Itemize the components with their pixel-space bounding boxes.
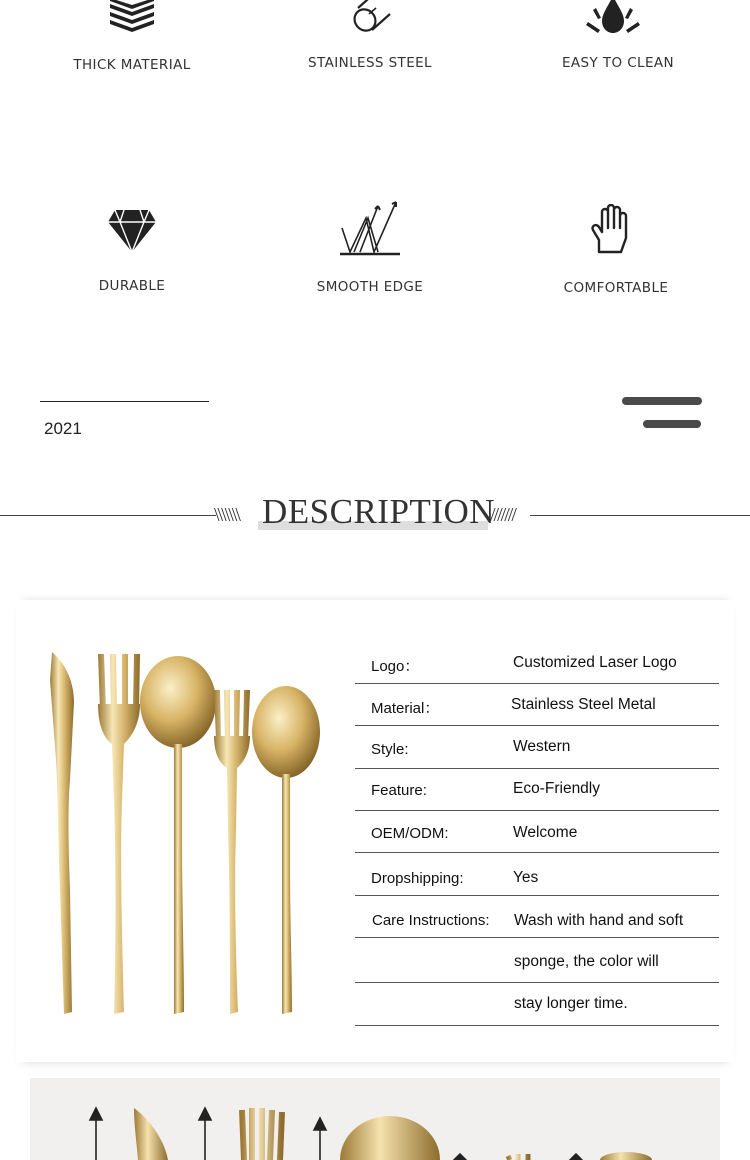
spec-row-oem <box>355 811 719 853</box>
spec-row-care <box>355 896 719 938</box>
spec-value: sponge, the color will <box>514 953 659 970</box>
large-spoon-shape <box>140 656 216 1014</box>
water-drop-icon <box>518 0 718 36</box>
hand-icon <box>516 204 716 254</box>
spec-key: Logo： <box>371 658 420 675</box>
feature-easy-to-clean <box>518 0 718 71</box>
cutlery-set-image <box>40 640 330 1025</box>
description-left-slashes: \\\\\\\ <box>214 504 239 526</box>
feature-label: STAINLESS STEEL <box>308 55 432 71</box>
layers-icon <box>32 0 232 36</box>
spec-value: stay longer time. <box>514 995 628 1012</box>
spec-row-material <box>355 684 719 726</box>
spec-key: Care Instructions: <box>372 912 490 929</box>
smooth-edge-icon <box>270 198 470 258</box>
feature-label: COMFORTABLE <box>563 280 669 296</box>
feature-durable <box>32 206 232 294</box>
feature-label: SMOOTH EDGE <box>316 279 424 295</box>
feature-comfortable <box>516 204 716 296</box>
spec-value: Western <box>513 738 571 755</box>
spec-key: OEM/ODM: <box>371 825 449 842</box>
description-rule-left <box>0 515 216 516</box>
description-title: DESCRIPTION <box>262 492 496 531</box>
spec-key: Dropshipping: <box>371 870 464 887</box>
spec-row-feature <box>355 769 719 811</box>
decor-bar-bottom <box>643 420 701 428</box>
spec-key: Feature: <box>371 782 427 799</box>
feature-label: EASY TO CLEAN <box>561 55 675 71</box>
year-divider <box>40 401 209 402</box>
knife-shape <box>50 652 74 1014</box>
feature-label: THICK MATERIAL <box>73 57 191 73</box>
decor-bar-top <box>622 397 702 405</box>
spec-value: Stainless Steel Metal <box>511 696 656 713</box>
dimension-image-panel <box>30 1078 720 1160</box>
dimension-cutlery-image <box>30 1078 720 1160</box>
spec-row-care-cont-1 <box>355 938 719 983</box>
small-spoon-shape <box>252 686 320 1014</box>
small-fork-shape <box>214 690 250 1014</box>
feature-thick-material <box>32 0 232 73</box>
spec-value: Eco-Friendly <box>513 780 600 797</box>
spec-value: Yes <box>513 869 539 886</box>
spec-value: Welcome <box>513 824 578 841</box>
spec-row-dropshipping <box>355 853 719 896</box>
description-rule-right <box>530 515 750 516</box>
spec-key: Style: <box>371 741 409 758</box>
steel-rod-icon <box>270 0 470 36</box>
large-fork-shape <box>98 654 140 1014</box>
spec-row-care-cont-2 <box>355 983 719 1026</box>
feature-stainless-steel <box>270 0 470 71</box>
spec-row-style <box>355 726 719 769</box>
feature-label: DURABLE <box>98 278 166 294</box>
spec-key: Material： <box>371 700 440 717</box>
description-right-slashes: /////// <box>490 504 515 526</box>
feature-smooth-edge <box>270 198 470 295</box>
spec-value: Customized Laser Logo <box>513 654 677 671</box>
spec-row-logo <box>355 642 719 684</box>
year-label: 2021 <box>44 419 82 438</box>
spec-value: Wash with hand and soft <box>514 912 684 929</box>
diamond-icon <box>32 206 232 254</box>
